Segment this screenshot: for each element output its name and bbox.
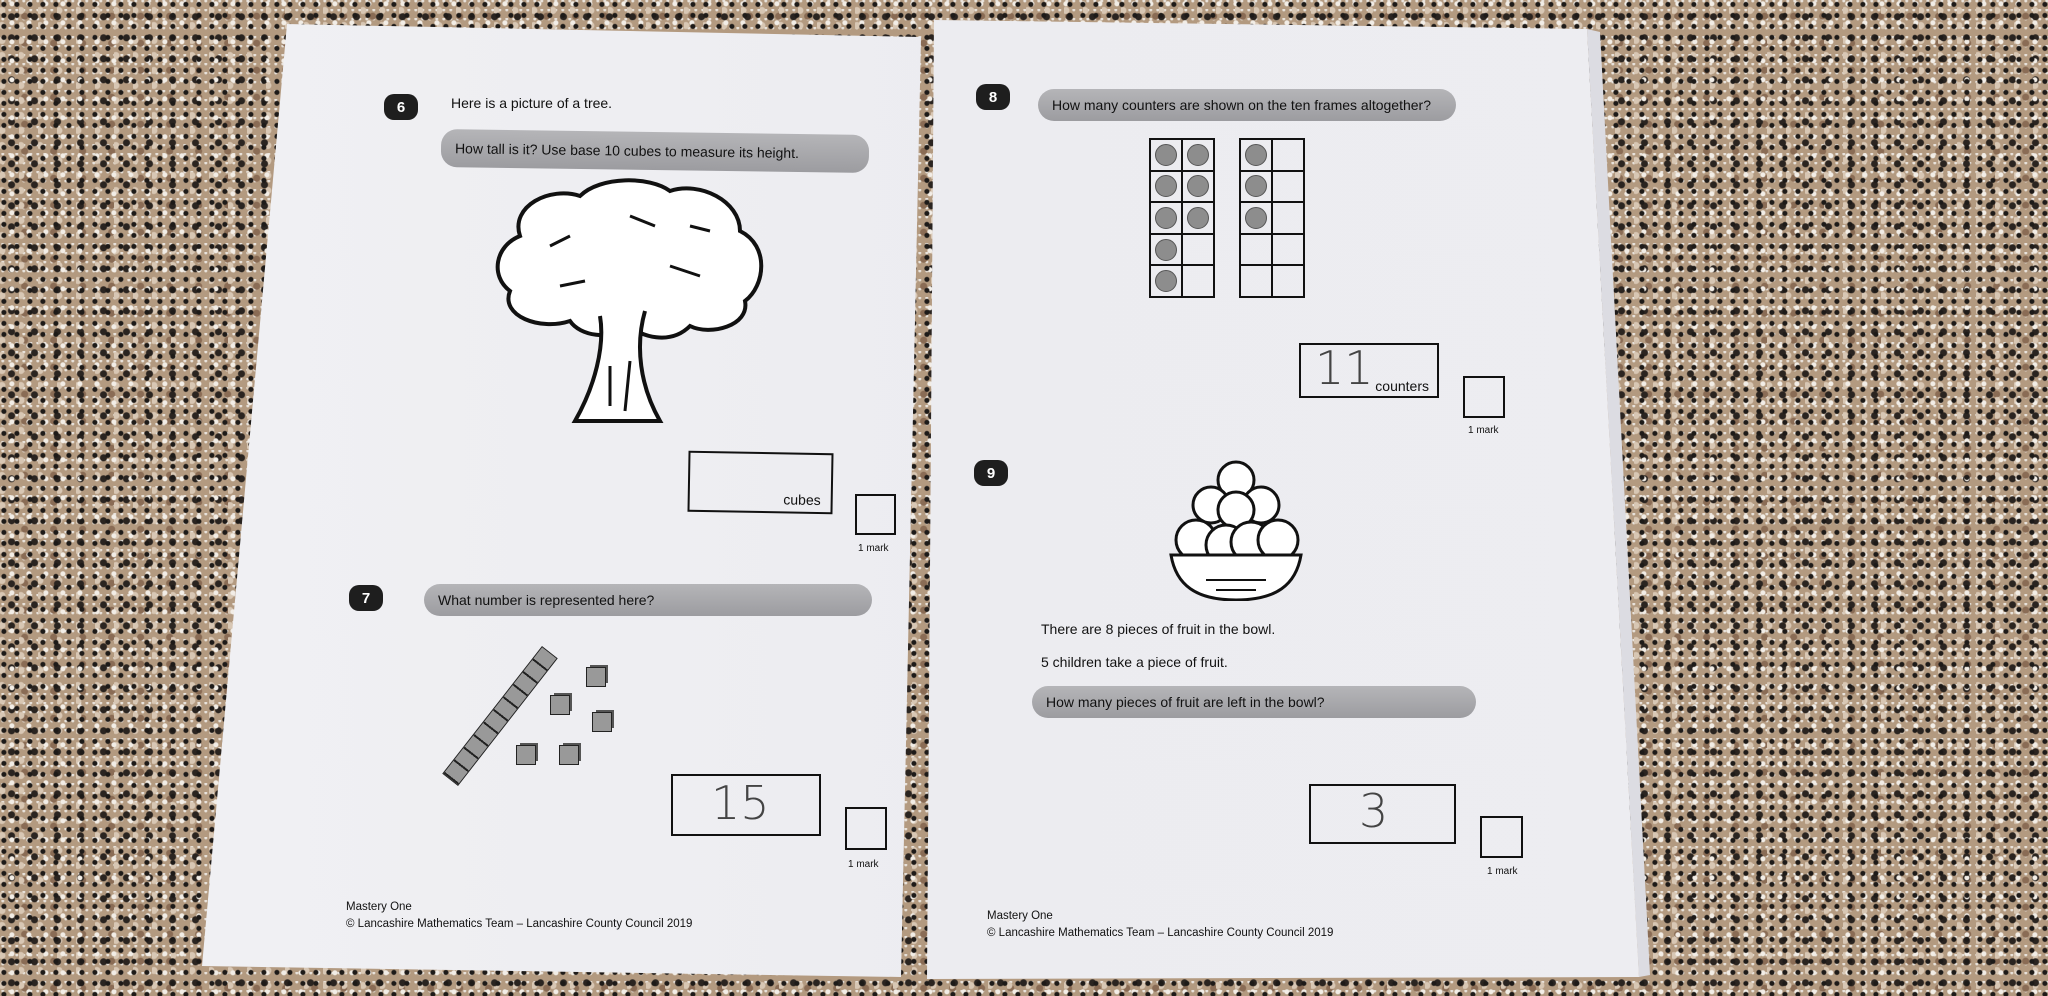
counter	[1245, 175, 1267, 197]
base-ten-cube	[586, 667, 606, 687]
mark-label: 1 mark	[1487, 866, 1518, 877]
footer-title: Mastery One	[346, 901, 412, 913]
mark-box-q6[interactable]	[855, 494, 896, 535]
fruit-bowl-illustration	[1166, 460, 1306, 601]
question-prompt: How many counters are shown on the ten frames altogether?	[1038, 89, 1456, 121]
ten-frame-cell	[1182, 234, 1214, 266]
mark-label: 1 mark	[848, 859, 879, 870]
counter	[1245, 144, 1267, 166]
ten-frame-cell	[1150, 265, 1182, 297]
question-statement: 5 children take a piece of fruit.	[1041, 654, 1228, 670]
ten-frame-cell	[1182, 171, 1214, 203]
ten-frame-cell	[1240, 265, 1272, 297]
base-ten-cube	[550, 695, 570, 715]
ten-frame	[1239, 138, 1305, 298]
footer	[346, 899, 692, 933]
mark-label: 1 mark	[858, 543, 889, 554]
answer-box-q8[interactable]	[1299, 343, 1439, 398]
counter	[1187, 144, 1209, 166]
mark-box-q8[interactable]	[1463, 376, 1505, 418]
ten-frame-cell	[1272, 171, 1304, 203]
question-number-badge: 6	[384, 94, 418, 120]
counter	[1155, 239, 1177, 261]
question-prompt: What number is represented here?	[424, 584, 872, 616]
ten-frame-cell	[1150, 171, 1182, 203]
ten-frame-cell	[1240, 139, 1272, 171]
base-ten-cube	[516, 745, 536, 765]
ten-frame-cell	[1240, 202, 1272, 234]
base-ten-cube	[559, 745, 579, 765]
tree-illustration	[490, 176, 771, 424]
answer-box-q7[interactable]	[671, 774, 821, 836]
question-prompt: How many pieces of fruit are left in the bowl?	[1032, 686, 1476, 718]
counter	[1155, 144, 1177, 166]
question-intro: Here is a picture of a tree.	[451, 95, 613, 111]
ten-frame-cell	[1240, 171, 1272, 203]
ten-frame-cell	[1150, 202, 1182, 234]
counter	[1155, 270, 1177, 292]
counter	[1187, 175, 1209, 197]
footer-copyright: © Lancashire Mathematics Team – Lancashire County Council 2019	[346, 918, 693, 930]
handwritten-answer: 11	[1315, 341, 1374, 395]
footer-copyright: © Lancashire Mathematics Team – Lancashire County Council 2019	[987, 927, 1334, 939]
handwritten-answer: 3	[1359, 784, 1389, 838]
question-number-badge: 7	[349, 585, 383, 611]
ten-frame-cell	[1272, 202, 1304, 234]
mark-box-q9[interactable]	[1480, 816, 1523, 858]
ten-frame-cell	[1272, 139, 1304, 171]
footer	[987, 908, 1333, 942]
ten-frame-cell	[1182, 139, 1214, 171]
counter	[1245, 207, 1267, 229]
ten-frame-cell	[1150, 139, 1182, 171]
ten-frame-cell	[1240, 234, 1272, 266]
ten-frame	[1149, 138, 1215, 298]
ten-frame-cell	[1150, 234, 1182, 266]
counter	[1187, 207, 1209, 229]
answer-unit: counters	[1375, 378, 1429, 394]
counter	[1155, 175, 1177, 197]
ten-frame-cell	[1272, 234, 1304, 266]
counter	[1155, 207, 1177, 229]
ten-frame-cell	[1182, 202, 1214, 234]
ten-frame-cell	[1272, 265, 1304, 297]
answer-box-q6[interactable]	[687, 451, 833, 515]
question-number-badge: 8	[976, 84, 1010, 110]
question-number-badge: 9	[974, 460, 1008, 486]
base-ten-cube	[592, 712, 612, 732]
handwritten-answer: 15	[711, 776, 770, 830]
answer-unit: cubes	[783, 491, 821, 509]
ten-frame-cell	[1182, 265, 1214, 297]
mark-box-q7[interactable]	[845, 807, 887, 850]
question-prompt: How tall is it? Use base 10 cubes to measure its height.	[441, 129, 869, 173]
question-statement: There are 8 pieces of fruit in the bowl.	[1041, 621, 1276, 637]
footer-title: Mastery One	[987, 910, 1053, 922]
mark-label: 1 mark	[1468, 425, 1499, 436]
answer-box-q9[interactable]	[1309, 784, 1456, 844]
